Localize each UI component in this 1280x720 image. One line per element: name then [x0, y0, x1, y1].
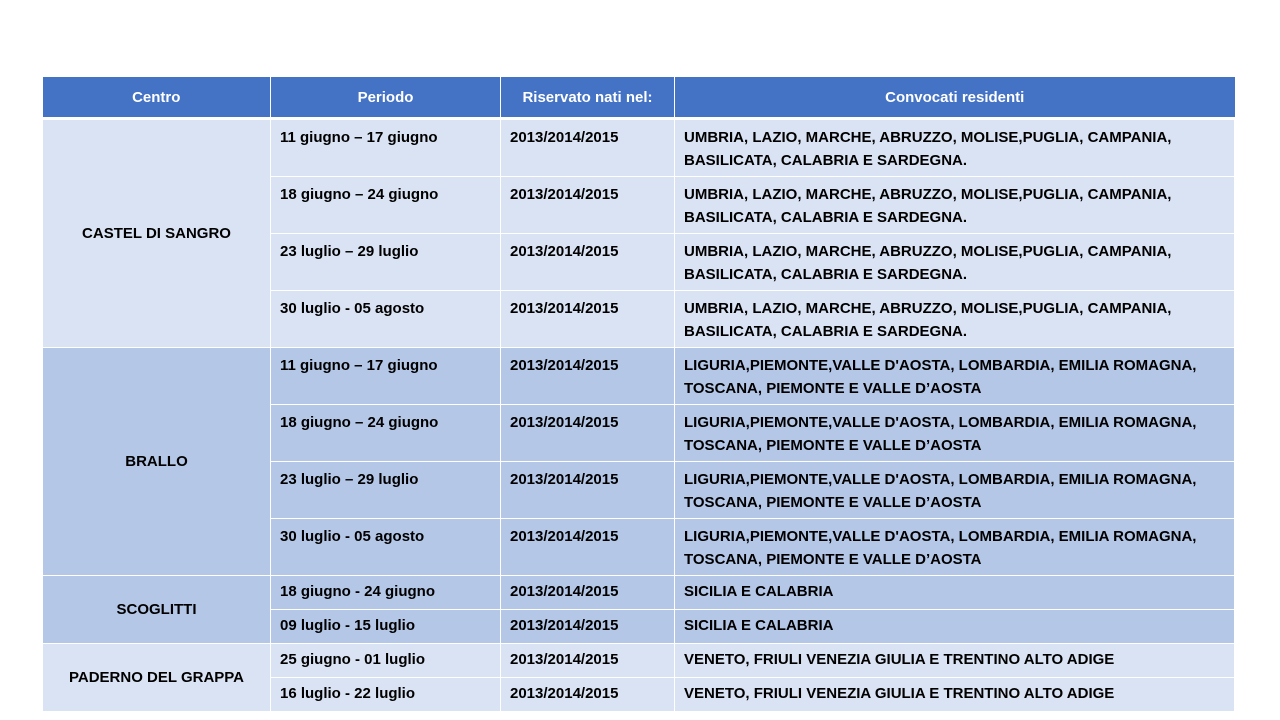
convocati-cell: UMBRIA, LAZIO, MARCHE, ABRUZZO, MOLISE,PUGLIA, CAMPANIA, BASILICATA, CALABRIA E SARDEGNA. — [675, 119, 1235, 177]
nati-cell: 2013/2014/2015 — [501, 405, 675, 462]
nati-cell: 2013/2014/2015 — [501, 610, 675, 644]
periodo-cell: 25 giugno - 01 luglio — [271, 644, 501, 678]
convocati-cell: LIGURIA,PIEMONTE,VALLE D'AOSTA, LOMBARDIA, EMILIA ROMAGNA, TOSCANA, PIEMONTE E VALLE D’AOSTA — [675, 519, 1235, 576]
nati-cell: 2013/2014/2015 — [501, 177, 675, 234]
periodo-cell: 16 luglio - 22 luglio — [271, 678, 501, 712]
nati-cell: 2013/2014/2015 — [501, 119, 675, 177]
convocati-cell: VENETO, FRIULI VENEZIA GIULIA E TRENTINO ALTO ADIGE — [675, 644, 1235, 678]
convocati-cell: SICILIA E CALABRIA — [675, 610, 1235, 644]
centro-cell: PADERNO DEL GRAPPA — [43, 644, 271, 712]
centro-cell: BRALLO — [43, 348, 271, 576]
convocati-cell: LIGURIA,PIEMONTE,VALLE D'AOSTA, LOMBARDIA, EMILIA ROMAGNA, TOSCANA, PIEMONTE E VALLE D’AOSTA — [675, 405, 1235, 462]
convocati-cell: LIGURIA,PIEMONTE,VALLE D'AOSTA, LOMBARDIA, EMILIA ROMAGNA, TOSCANA, PIEMONTE E VALLE D’AOSTA — [675, 462, 1235, 519]
header-periodo: Periodo — [271, 77, 501, 119]
convocati-cell: UMBRIA, LAZIO, MARCHE, ABRUZZO, MOLISE,PUGLIA, CAMPANIA, BASILICATA, CALABRIA E SARDEGNA. — [675, 177, 1235, 234]
nati-cell: 2013/2014/2015 — [501, 678, 675, 712]
table-row — [43, 644, 1235, 678]
periodo-cell: 30 luglio - 05 agosto — [271, 519, 501, 576]
periodo-cell: 23 luglio – 29 luglio — [271, 234, 501, 291]
periodo-cell: 18 giugno – 24 giugno — [271, 405, 501, 462]
header-convocati: Convocati residenti — [675, 77, 1235, 119]
periodo-cell: 09 luglio - 15 luglio — [271, 610, 501, 644]
periodo-cell: 23 luglio – 29 luglio — [271, 462, 501, 519]
convocati-cell: UMBRIA, LAZIO, MARCHE, ABRUZZO, MOLISE,PUGLIA, CAMPANIA, BASILICATA, CALABRIA E SARDEGNA. — [675, 291, 1235, 348]
nati-cell: 2013/2014/2015 — [501, 462, 675, 519]
table-row — [43, 348, 1235, 405]
table-row — [43, 119, 1235, 177]
periodo-cell: 18 giugno - 24 giugno — [271, 576, 501, 610]
header-centro: Centro — [43, 77, 271, 119]
periodo-cell: 11 giugno – 17 giugno — [271, 119, 501, 177]
convocati-cell: LIGURIA,PIEMONTE,VALLE D'AOSTA, LOMBARDIA, EMILIA ROMAGNA, TOSCANA, PIEMONTE E VALLE D’AOSTA — [675, 348, 1235, 405]
schedule-table — [42, 77, 1235, 712]
convocati-cell: VENETO, FRIULI VENEZIA GIULIA E TRENTINO ALTO ADIGE — [675, 678, 1235, 712]
header-nati: Riservato nati nel: — [501, 77, 675, 119]
centro-cell: SCOGLITTI — [43, 576, 271, 644]
convocati-cell: UMBRIA, LAZIO, MARCHE, ABRUZZO, MOLISE,PUGLIA, CAMPANIA, BASILICATA, CALABRIA E SARDEGNA. — [675, 234, 1235, 291]
nati-cell: 2013/2014/2015 — [501, 519, 675, 576]
convocati-cell: SICILIA E CALABRIA — [675, 576, 1235, 610]
table-row — [43, 576, 1235, 610]
nati-cell: 2013/2014/2015 — [501, 576, 675, 610]
centro-cell: CASTEL DI SANGRO — [43, 119, 271, 348]
nati-cell: 2013/2014/2015 — [501, 291, 675, 348]
nati-cell: 2013/2014/2015 — [501, 348, 675, 405]
nati-cell: 2013/2014/2015 — [501, 234, 675, 291]
periodo-cell: 30 luglio - 05 agosto — [271, 291, 501, 348]
periodo-cell: 11 giugno – 17 giugno — [271, 348, 501, 405]
periodo-cell: 18 giugno – 24 giugno — [271, 177, 501, 234]
header-row — [43, 77, 1235, 119]
nati-cell: 2013/2014/2015 — [501, 644, 675, 678]
